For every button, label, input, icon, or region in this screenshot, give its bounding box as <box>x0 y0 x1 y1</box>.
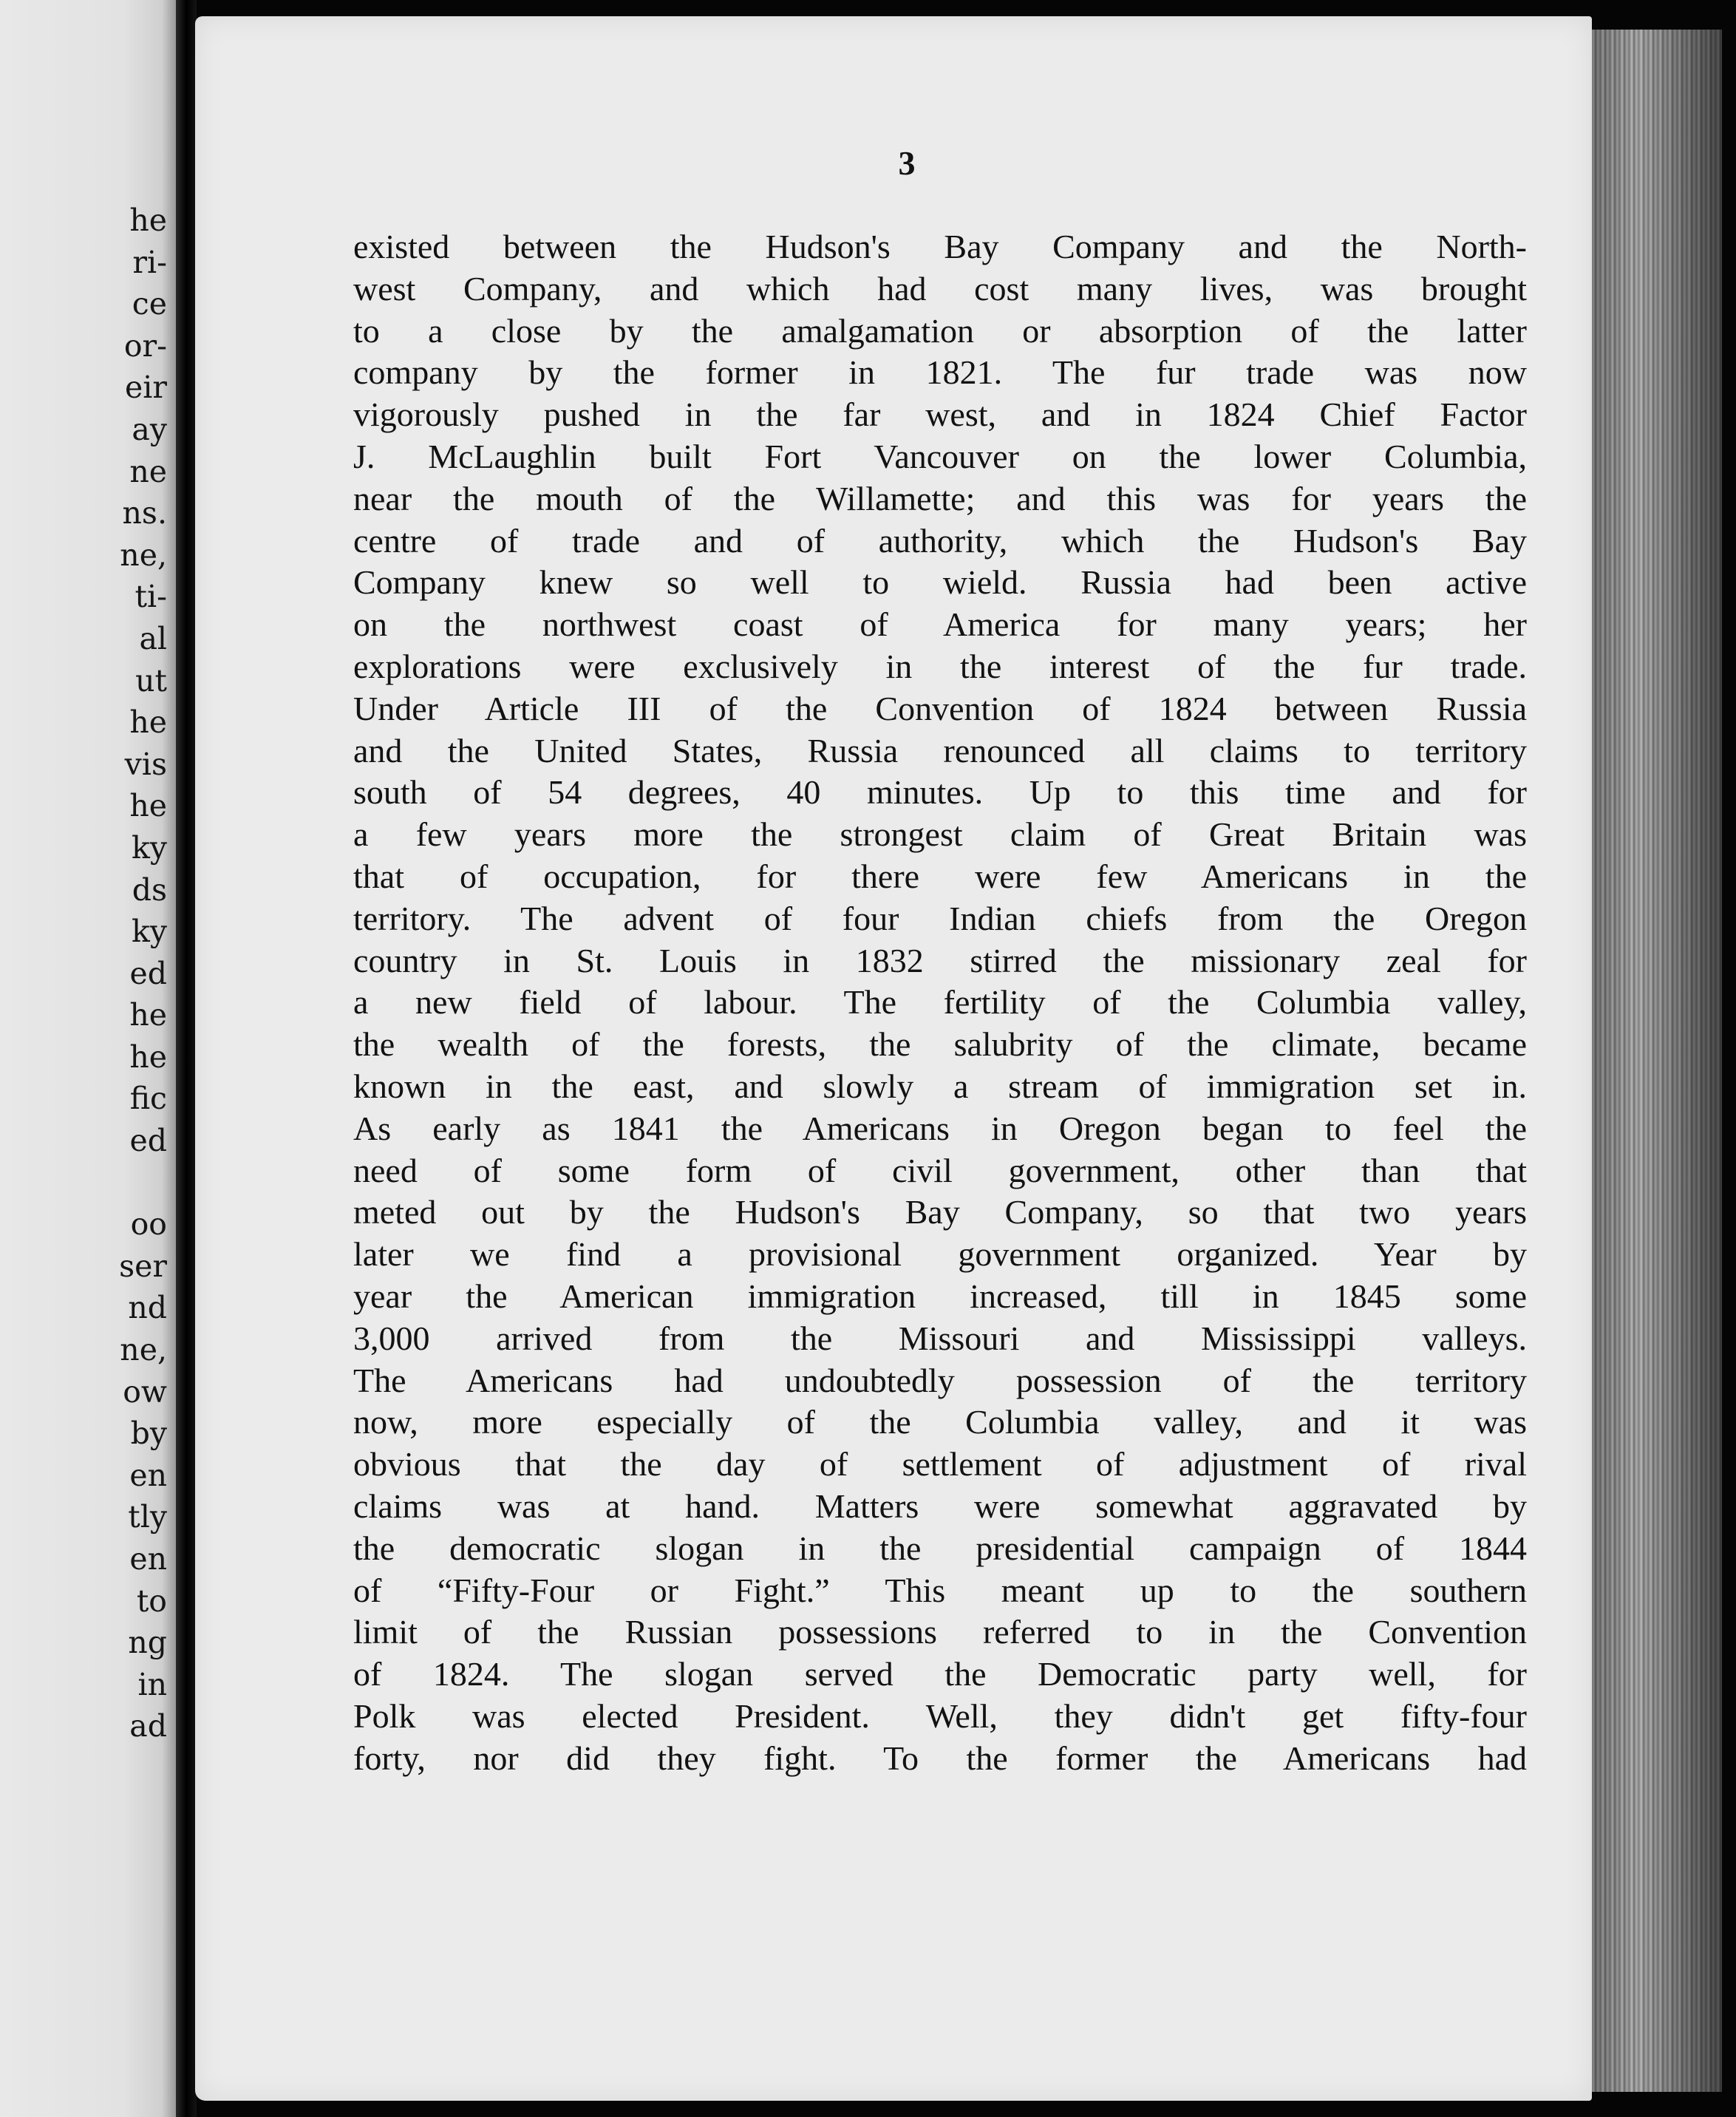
left-fragment-line: ow <box>123 1373 167 1410</box>
text-line: The Americans had undoubtedly possession of the territory <box>353 1361 1527 1399</box>
left-fragment-line: he <box>129 788 167 824</box>
text-line: As early as 1841 the Americans in Oregon began to feel the <box>353 1109 1527 1147</box>
text-line: territory. The advent of four Indian chiefs from the Oregon <box>353 899 1527 937</box>
text-line: the democratic slogan in the presidential campaign of 1844 <box>353 1529 1527 1567</box>
text-line: centre of trade and of authority, which the Hudson's Bay <box>353 521 1527 560</box>
text-line: 3,000 arrived from the Missouri and Mississippi valleys. <box>353 1319 1527 1357</box>
text-line: of “Fifty-Four or Fight.” This meant up to the southern <box>353 1571 1527 1609</box>
left-fragment-line: ne, <box>120 537 167 573</box>
left-fragment-line: ri- <box>132 244 167 280</box>
left-fragment-line: tly <box>128 1499 167 1535</box>
text-line: and the United States, Russia renounced all claims to territory <box>353 731 1527 769</box>
text-line: on the northwest coast of America for many years; her <box>353 605 1527 644</box>
book-gutter <box>176 0 197 2117</box>
left-fragment-line: ut <box>135 662 167 699</box>
left-fragment-line: fic <box>129 1081 167 1117</box>
text-line: to a close by the amalgamation or absorption of the latter <box>353 311 1527 350</box>
left-fragment-line: ed <box>129 955 167 991</box>
text-line: Company knew so well to wield. Russia had been active <box>353 563 1527 602</box>
text-line: vigorously pushed in the far west, and in 1824 Chief Factor <box>353 395 1527 434</box>
left-fragment-line: ne, <box>120 1332 167 1368</box>
right-page <box>195 16 1592 2101</box>
text-line: later we find a provisional government organized. Year by <box>353 1235 1527 1274</box>
left-fragment-line: he <box>129 203 167 238</box>
left-fragment-line: or- <box>123 327 167 364</box>
left-fragment-line: by <box>130 1416 167 1452</box>
left-fragment-line: oo <box>130 1206 167 1243</box>
left-fragment-line: ed <box>129 1123 167 1159</box>
left-fragment-line: he <box>129 704 167 741</box>
text-line: known in the east, and slowly a stream of immigration set in. <box>353 1067 1527 1105</box>
text-line: near the mouth of the Willamette; and this was for years the <box>353 479 1527 517</box>
text-line: obvious that the day of settlement of adjustment of rival <box>353 1445 1527 1484</box>
body-text <box>353 226 1527 1779</box>
text-line: need of some form of civil government, other than that <box>353 1151 1527 1189</box>
left-fragment-line: ne <box>129 453 167 489</box>
text-line: the wealth of the forests, the salubrity of the climate, became <box>353 1025 1527 1064</box>
text-line: now, more especially of the Columbia valley, and it was <box>353 1403 1527 1441</box>
left-fragment-line: in <box>137 1666 167 1702</box>
text-line: company by the former in 1821. The fur trade was now <box>353 353 1527 392</box>
left-fragment-line <box>119 1162 167 1204</box>
text-line: year the American immigration increased, till in 1845 some <box>353 1277 1527 1315</box>
left-fragment-line: ng <box>128 1625 167 1661</box>
text-line: south of 54 degrees, 40 minutes. Up to this time and for <box>353 773 1527 812</box>
left-fragment-line: en <box>129 1457 167 1493</box>
left-fragment-line: eir <box>125 370 167 406</box>
page-number: 3 <box>898 144 916 182</box>
left-fragment-line: he <box>129 1039 167 1075</box>
text-line: west Company, and which had cost many lives, was brought <box>353 269 1527 307</box>
left-fragment-line: ce <box>132 286 167 322</box>
left-fragment-line: ky <box>131 829 167 866</box>
left-fragment-line: en <box>129 1541 167 1577</box>
text-line: Polk was elected President. Well, they didn't get fifty-four <box>353 1696 1527 1735</box>
left-fragment-line: vis <box>124 746 167 782</box>
left-fragment-line: to <box>136 1583 167 1619</box>
left-fragment-line: he <box>129 997 167 1033</box>
text-line: forty, nor did they fight. To the former the Americans had <box>353 1739 1527 1777</box>
text-line: claims was at hand. Matters were somewhat aggravated by <box>353 1486 1527 1525</box>
text-line: country in St. Louis in 1832 stirred the missionary zeal for <box>353 941 1527 979</box>
left-fragment-line: ti- <box>135 579 167 615</box>
left-page-text-fragments <box>119 200 167 1747</box>
text-line: existed between the Hudson's Bay Company and the North- <box>353 228 1527 265</box>
left-fragment-line: nd <box>128 1290 167 1326</box>
text-line: Under Article III of the Convention of 1824 between Russia <box>353 689 1527 727</box>
text-line: meted out by the Hudson's Bay Company, so that two years <box>353 1193 1527 1231</box>
left-fragment-line: ay <box>132 411 167 447</box>
left-facing-page <box>0 0 176 2117</box>
page-edge-stack <box>1582 30 1722 2092</box>
left-fragment-line: ky <box>131 914 167 950</box>
text-line: a few years more the strongest claim of Great Britain was <box>353 815 1527 854</box>
text-line: explorations were exclusively in the interest of the fur trade. <box>353 647 1527 685</box>
left-fragment-line: ser <box>119 1248 167 1284</box>
left-fragment-line: ad <box>129 1708 167 1744</box>
left-fragment-line: al <box>139 620 167 656</box>
text-line: a new field of labour. The fertility of the Columbia valley, <box>353 983 1527 1022</box>
left-fragment-line: ds <box>132 871 167 908</box>
left-fragment-line: ns. <box>122 495 167 531</box>
text-line: J. McLaughlin built Fort Vancouver on the lower Columbia, <box>353 437 1527 475</box>
text-line: of 1824. The slogan served the Democratic party well, for <box>353 1655 1527 1693</box>
text-line: that of occupation, for there were few Americans in the <box>353 857 1527 895</box>
text-line: limit of the Russian possessions referred to in the Convention <box>353 1613 1527 1651</box>
